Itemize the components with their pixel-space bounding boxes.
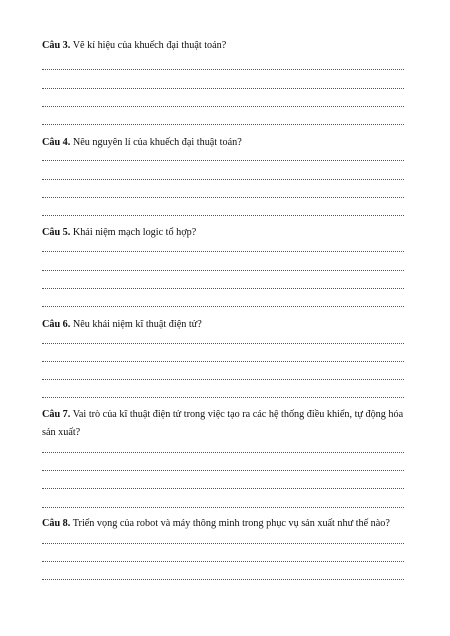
answer-line	[42, 124, 404, 125]
answer-line	[42, 197, 404, 198]
question-label: Câu 5.	[42, 227, 71, 238]
question-label: Câu 3.	[42, 40, 71, 51]
answer-line	[42, 507, 404, 508]
question-label: Câu 4.	[42, 137, 71, 148]
answer-line	[42, 379, 404, 380]
question-label: Câu 8.	[42, 518, 71, 529]
answer-line	[42, 543, 404, 544]
answer-line	[42, 470, 404, 471]
answer-line	[42, 397, 404, 398]
answer-line	[42, 488, 404, 489]
answer-line	[42, 579, 404, 580]
answer-line	[42, 251, 404, 252]
question-4	[42, 134, 408, 152]
answer-line	[42, 215, 404, 216]
question-7	[42, 406, 408, 442]
question-text: Vẽ kí hiệu của khuếch đại thuật toán?	[72, 40, 227, 51]
answer-line	[42, 179, 404, 180]
question-8	[42, 515, 408, 533]
answer-line	[42, 270, 404, 271]
answer-line	[42, 306, 404, 307]
answer-line	[42, 343, 404, 344]
question-6	[42, 316, 408, 334]
question-text: Khái niệm mạch logic tổ hợp?	[72, 227, 197, 238]
question-text: Triển vọng của robot và máy thông minh trong phục vụ sản xuất như thế nào?	[72, 518, 390, 529]
question-text: Nêu nguyên lí của khuếch đại thuật toán?	[72, 137, 242, 148]
question-text: Vai trò của kĩ thuật điện tử trong việc tạo ra các hệ thống điều khiển, tự động hóa sản xuất?	[42, 409, 404, 438]
answer-line	[42, 361, 404, 362]
question-label: Câu 7.	[42, 409, 71, 420]
question-5	[42, 224, 408, 242]
answer-line	[42, 561, 404, 562]
answer-line	[42, 69, 404, 70]
answer-line	[42, 452, 404, 453]
question-3	[42, 37, 408, 55]
question-text: Nêu khái niệm kĩ thuật điện tử?	[72, 319, 202, 330]
answer-line	[42, 288, 404, 289]
answer-line	[42, 88, 404, 89]
answer-line	[42, 160, 404, 161]
question-label: Câu 6.	[42, 319, 71, 330]
answer-line	[42, 106, 404, 107]
